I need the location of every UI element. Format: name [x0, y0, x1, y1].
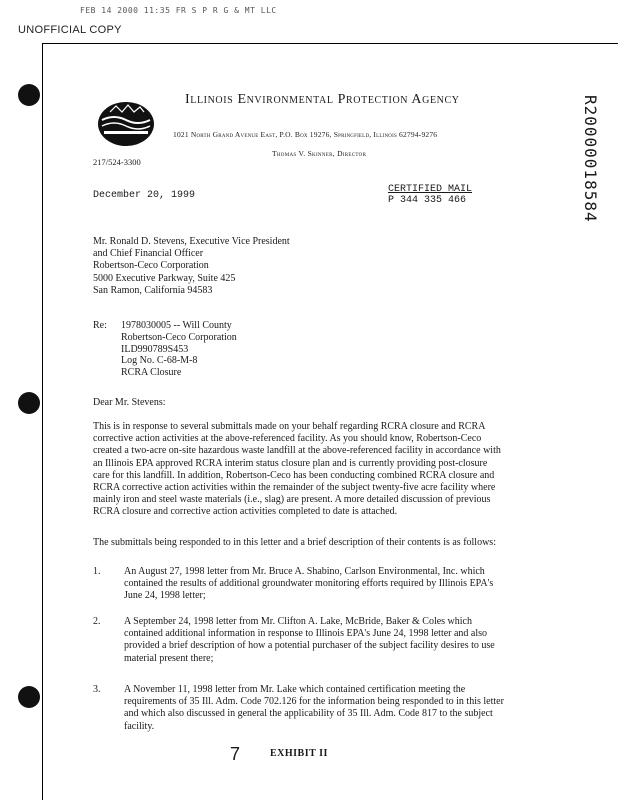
recipient-line: and Chief Financial Officer — [93, 248, 204, 260]
list-item-number: 2. — [93, 616, 101, 627]
exhibit-label: EXHIBIT II — [270, 748, 328, 759]
list-item-number: 3. — [93, 684, 101, 695]
list-item-line: provided a brief description of how a potential purchaser of the subject facility desires to use — [124, 640, 495, 652]
paragraph-line: an Illinois EPA approved RCRA interim status closure plan and is currently providing post-closure — [93, 457, 488, 469]
list-item-line: A September 24, 1998 letter from Mr. Clifton A. Lake, McBride, Baker & Coles which — [124, 616, 472, 627]
body-paragraph — [93, 421, 555, 519]
list-item-line: June 24, 1998 letter; — [124, 590, 206, 602]
recipient-line: San Ramon, California 94583 — [93, 284, 213, 296]
re-line: ILD990789S453 — [121, 343, 189, 355]
paragraph-line: RCRA corrective action activities within the remainder of the subject twenty-five acre facility where — [93, 482, 496, 494]
re-label: Re: — [93, 320, 107, 331]
recipient-line: Mr. Ronald D. Stevens, Executive Vice President — [93, 236, 290, 247]
paragraph-line: created a two-acre on-site hazardous waste landfill at the above-referenced facility in accordance with — [93, 445, 501, 457]
agency-address: 1021 North Grand Avenue East, P.O. Box 19276, Springfield, Illinois 62794-9276 — [173, 130, 438, 139]
certified-mail-label: CERTIFIED MAIL — [388, 184, 473, 195]
binder-hole-icon — [18, 392, 40, 414]
agency-director: Thomas V. Skinner, Director — [272, 149, 367, 158]
list-item-line: contained additional information in response to Illinois EPA's June 24, 1998 letter and also — [124, 628, 488, 640]
agency-name: Illinois Environmental Protection Agency — [185, 92, 460, 107]
certified-mail — [388, 184, 472, 206]
list-item-line: contained the results of additional groundwater monitoring efforts required by Illinois EPA's — [124, 578, 494, 590]
list-item-line: requirements of 35 Ill. Adm. Code 702.126 for the information being responded to in this letter — [124, 696, 504, 708]
re-line: RCRA Closure — [121, 367, 182, 379]
unofficial-copy-stamp: UNOFFICIAL COPY — [18, 24, 122, 36]
list-item-number: 1. — [93, 566, 101, 577]
paragraph-line: mainly iron and steel waste materials (i.e., slag) are present. A more detailed discussion of previous — [93, 494, 491, 506]
list-item-line: A November 11, 1998 letter from Mr. Lake which contained certification meeting the — [124, 684, 466, 695]
re-line: 1978030005 -- Will County — [121, 320, 232, 331]
list-item-line: material present there; — [124, 652, 214, 664]
list-item-line: facility. — [124, 720, 155, 732]
recipient-line: Robertson-Ceco Corporation — [93, 260, 209, 272]
page-frame-top — [42, 43, 618, 44]
paragraph-line: care for this landfill. In addition, Robertson-Ceco has been conducting combined RCRA closure and — [93, 469, 495, 481]
bates-number: R20000018584 — [581, 95, 600, 223]
letter-date: December 20, 1999 — [93, 190, 196, 201]
paragraph-line: This is in response to several submittals made on your behalf regarding RCRA closure and RCRA — [93, 421, 486, 432]
list-item-line: An August 27, 1998 letter from Mr. Bruce A. Shabino, Carlson Environmental, Inc. which — [124, 566, 485, 577]
recipient-address — [93, 236, 290, 297]
binder-hole-icon — [18, 84, 40, 106]
salutation: Dear Mr. Stevens: — [93, 397, 166, 408]
page-frame-left — [42, 43, 43, 800]
certified-mail-number: P 344 335 466 — [388, 195, 467, 206]
intro-list-paragraph: The submittals being responded to in this letter and a brief description of their contents is as follows: — [93, 537, 496, 548]
list-item-line: and which also discussed in general the applicability of 35 Ill. Adm. Code 817 to the subject — [124, 708, 493, 720]
paragraph-line: RCRA closure and corrective action activities completed to date is attached. — [93, 506, 398, 518]
agency-phone: 217/524-3300 — [93, 157, 141, 167]
recipient-line: 5000 Executive Parkway, Suite 425 — [93, 272, 236, 284]
re-line: Log No. C-68-M-8 — [121, 355, 198, 367]
re-block — [121, 320, 237, 379]
re-line: Robertson-Ceco Corporation — [121, 331, 237, 343]
epa-logo-icon — [96, 100, 156, 148]
paragraph-line: corrective action activities at the above-referenced facility. As you should know, Robertson-Ceco — [93, 433, 482, 445]
fax-header: FEB 14 2000 11:35 FR S P R G & MT LLC — [80, 6, 277, 15]
page-number: 7 — [230, 744, 241, 764]
binder-hole-icon — [18, 686, 40, 708]
